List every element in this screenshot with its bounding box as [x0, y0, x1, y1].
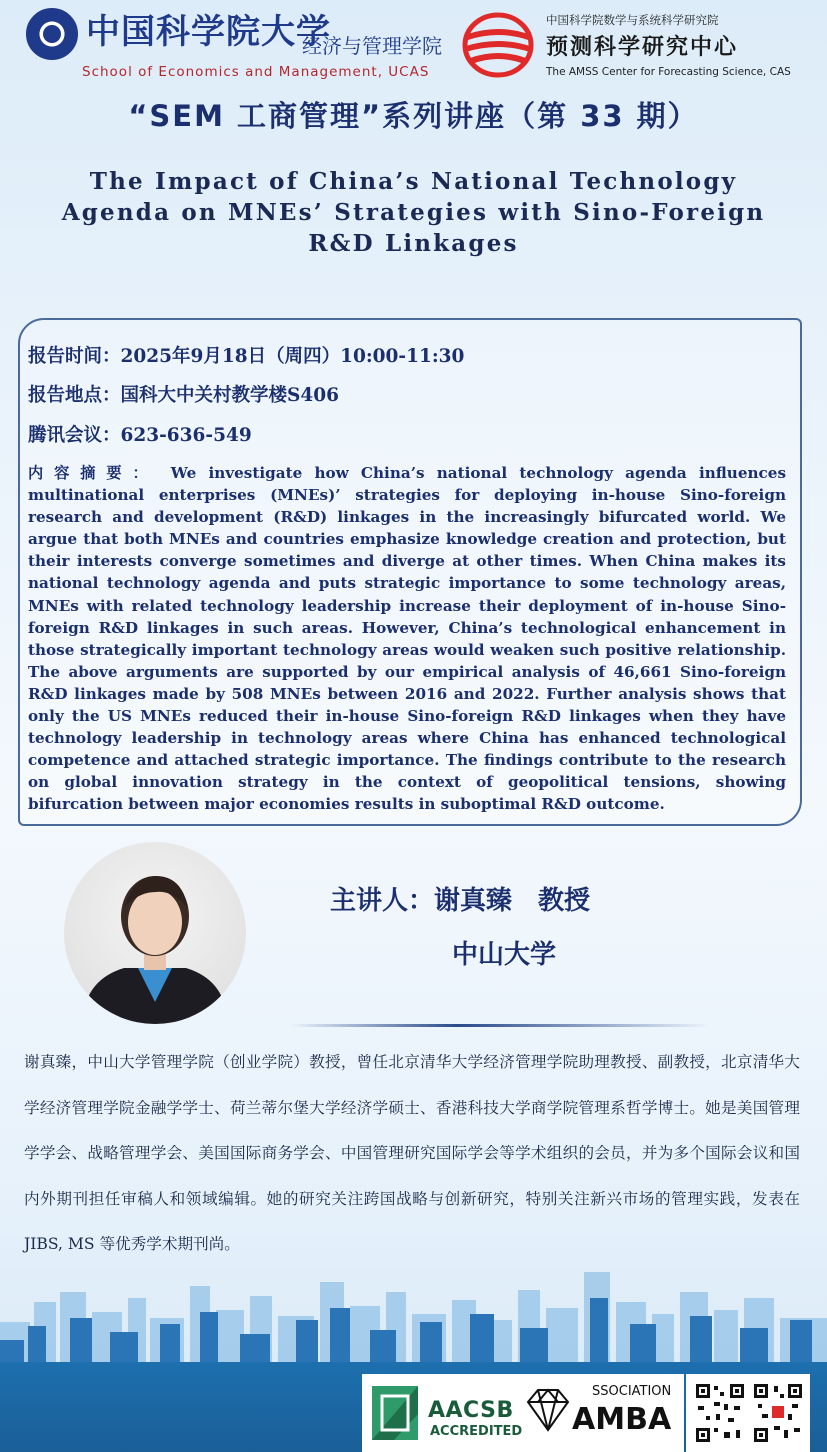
divider — [290, 1024, 710, 1027]
abstract-text: We investigate how China’s national technology agenda influences multinational enterprises (MNEs)’ strategies for deploying in-house Sino-foreign research and development (R&D) linkages in the increasingly bifurcated world. We argue that both MNEs and countries emphasize knowledge creation and protection, but their interests converge sometimes and diverge at other times. When China makes its national technology agenda and puts strategic importance to some technology areas, MNEs with related technology leadership increase their deployment of in-house Sino-foreign R&D linkages in such areas. However, China’s technological enhancement in those strategically important technology areas would weaken such positive relationship. The above arguments are supported by our empirical analysis of 46,661 Sino-foreign R&D linkages made by 508 MNEs between 2016 and 2022. Further analysis shows that only the US MNEs reduced their in-house Sino-foreign R&D linkages when they have technology leadership in technology areas where China has enhanced technological competence and attached strategic importance. The findings contribute to the research on global innovation strategy in the context of geopolitical tensions, showing bifurcation between major economies results in suboptimal R&D outcome. — [28, 464, 787, 814]
speaker-bio: 谢真臻，中山大学管理学院（创业学院）教授，曾任北京清华大学经济管理学院助理教授、副教授，北京清华大学经济管理学院金融学学士、荷兰蒂尔堡大学经济学硕士、香港科技大学商学院管理系哲学博士。她是美国管理学学会、战略管理学会、美国国际商务学会、中国管理研究国际学会等学术组织的会员，并为多个国际会议和国内外期刊担任审稿人和领域编辑。她的研究关注跨国战略与创新研究，特别关注新兴市场的管理实践，发表在 JIBS, MS 等优秀学术期刊尚。 — [24, 1053, 800, 1254]
ucas-seal-logo — [26, 8, 78, 60]
abstract — [28, 462, 786, 816]
qr-code-icon — [752, 1382, 804, 1444]
abstract-label: 内容摘要： — [28, 464, 159, 482]
series-title: “SEM 工商管理”系列讲座（第 33 期） — [128, 99, 699, 133]
ucas-dept-cn: 经济与管理学院 — [302, 34, 442, 58]
city-skyline — [0, 1262, 827, 1372]
amss-parent-cn: 中国科学院数学与系统科学研究院 — [546, 13, 719, 27]
qr-code-icon — [694, 1382, 746, 1444]
ucas-name-cn: 中国科学院大学 — [86, 12, 331, 52]
talk-place: 报告地点：国科大中关村教学楼S406 — [28, 385, 339, 406]
aacsb-text: AACSB — [428, 1398, 514, 1423]
amss-center-cn: 预测科学研究中心 — [546, 34, 739, 60]
speaker-photo — [64, 842, 246, 1024]
speaker-university: 中山大学 — [452, 940, 557, 970]
talk-title: The Impact of China’s National Technology Agenda on MNEs’ Strategies with Sino-Foreign R&D Linkages — [61, 168, 766, 257]
amss-logo — [462, 10, 534, 80]
amba-text: AMBA — [572, 1402, 672, 1437]
amba-association-text: SSOCIATION — [592, 1384, 672, 1399]
meeting-id: 腾讯会议：623-636-549 — [28, 425, 252, 446]
speaker-name: 主讲人：谢真臻 教授 — [330, 886, 591, 916]
ucas-name-en: School of Economics and Management, UCAS — [82, 64, 430, 80]
aacsb-logo-mark — [370, 1384, 420, 1442]
amba-diamond-icon — [524, 1388, 572, 1432]
aacsb-accredited-text: ACCREDITED — [430, 1424, 523, 1439]
amss-center-en: The AMSS Center for Forecasting Science, CAS — [546, 66, 791, 78]
talk-time: 报告时间：2025年9月18日（周四）10:00-11:30 — [28, 346, 465, 367]
